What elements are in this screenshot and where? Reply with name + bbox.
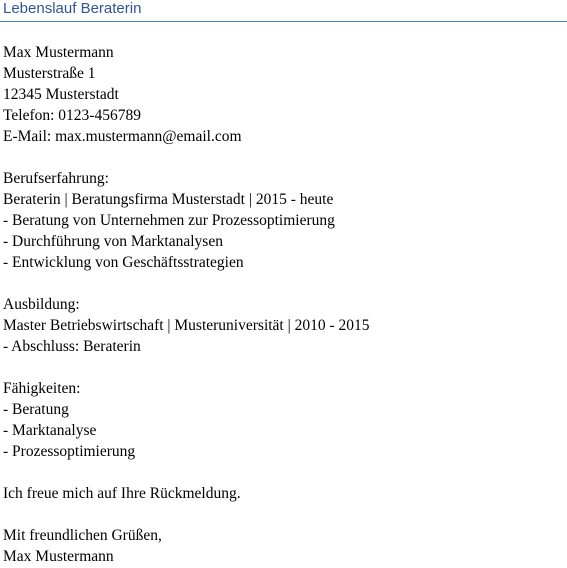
education-degree: Master Betriebswirtschaft | Musteruniversität | 2010 - 2015 [3,317,370,334]
contact-phone: Telefon: 0123-456789 [3,107,141,124]
document-body [3,42,563,567]
experience-item: - Entwicklung von Geschäftsstrategien [3,254,244,271]
contact-email: E-Mail: max.mustermann@email.com [3,128,242,145]
experience-item: - Beratung von Unternehmen zur Prozessoptimierung [3,212,335,229]
spacer [3,273,563,294]
experience-position: Beraterin | Beratungsfirma Musterstadt | 2015 - heute [3,191,334,208]
closing-salutation: Mit freundlichen Grüßen, [3,527,162,544]
contact-street: Musterstraße 1 [3,65,96,82]
skills-heading: Fähigkeiten: [3,380,81,397]
education-item: - Abschluss: Beraterin [3,338,141,355]
spacer [3,147,563,168]
education-heading: Ausbildung: [3,296,80,313]
skills-item: - Beratung [3,401,69,418]
spacer [3,462,563,483]
spacer [3,357,563,378]
contact-city: 12345 Musterstadt [3,86,119,103]
experience-item: - Durchführung von Marktanalysen [3,233,223,250]
skills-item: - Prozessoptimierung [3,443,136,460]
document-title: Lebenslauf Beraterin [3,0,142,17]
closing-statement: Ich freue mich auf Ihre Rückmeldung. [3,485,241,502]
experience-heading: Berufserfahrung: [3,170,109,187]
skills-item: - Marktanalyse [3,422,97,439]
title-divider [0,21,567,22]
contact-name: Max Mustermann [3,44,114,61]
closing-signature: Max Mustermann [3,548,114,565]
spacer [3,504,563,525]
